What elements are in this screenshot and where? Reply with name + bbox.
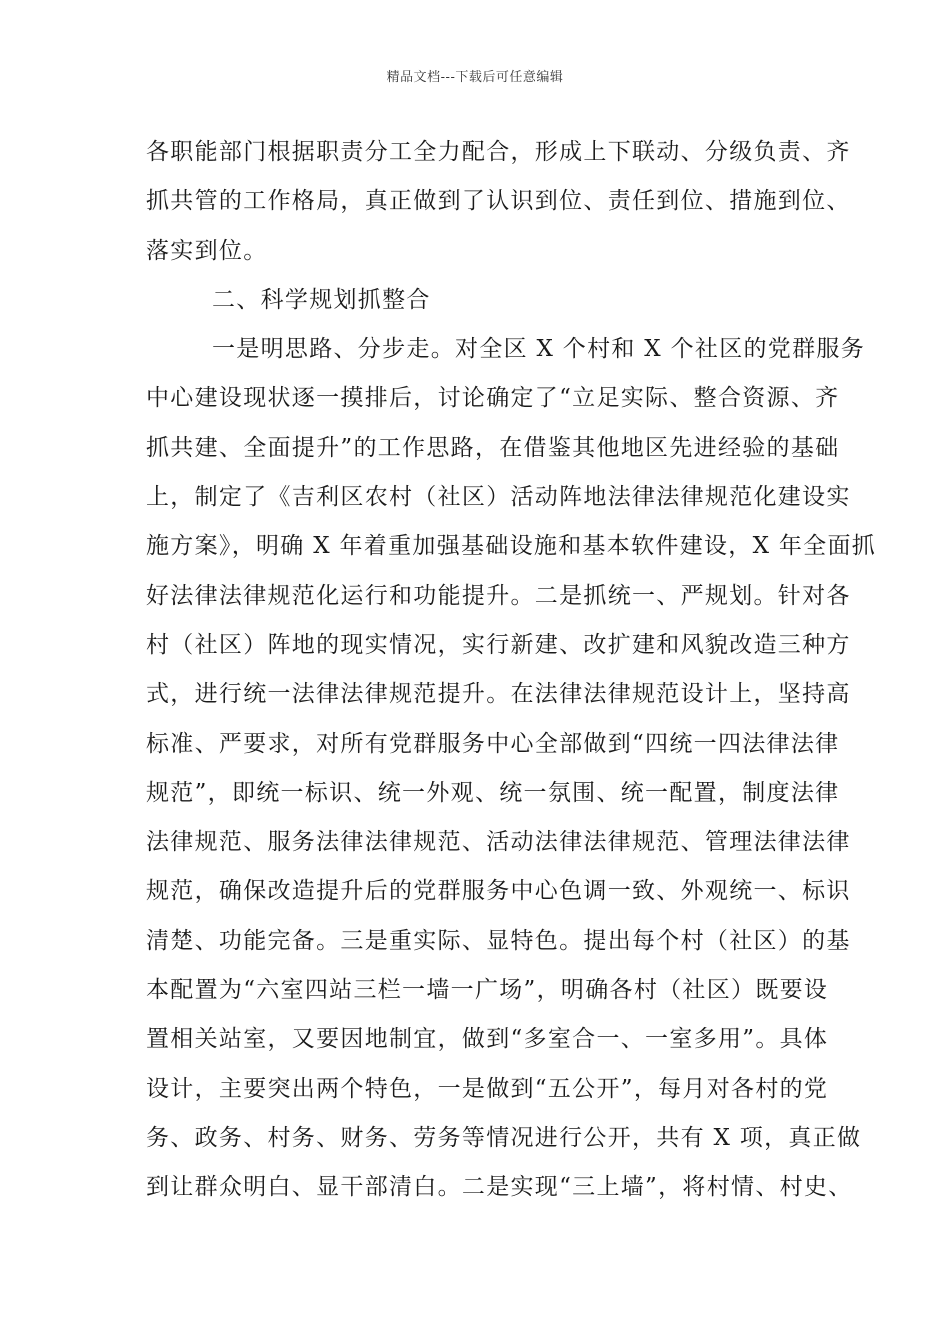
- body-line: 设计，主要突出两个特色，一是做到“五公开”，每月对各村的党: [146, 1075, 829, 1102]
- body-line: 置相关站室，又要因地制宜，做到“多室合一、一室多用”。具体: [146, 1026, 829, 1053]
- body-line: 抓共管的工作格局，真正做到了认识到位、责任到位、措施到位、: [146, 188, 851, 215]
- body-line: 规范，确保改造提升后的党群服务中心色调一致、外观统一、标识: [146, 878, 851, 905]
- page-header: 精品文档---下载后可任意编辑: [386, 70, 564, 85]
- body-line: 各职能部门根据职责分工全力配合，形成上下联动、分级负责、齐: [146, 139, 851, 165]
- body-line: 本配置为“六室四站三栏一墙一广场”，明确各村（社区）既要设: [146, 977, 829, 1004]
- body-line: 好法律法律规范化运行和功能提升。二是抓统一、严规划。针对各: [146, 582, 851, 609]
- document-body: [146, 128, 877, 1213]
- body-line: 落实到位。: [146, 237, 268, 264]
- section-heading: 二、科学规划抓整合: [212, 286, 431, 313]
- body-line: 上，制定了《吉利区农村（社区）活动阵地法律法律规范化建设实: [146, 484, 851, 511]
- body-line: 法律规范、服务法律法律规范、活动法律法律规范、管理法律法律: [146, 829, 851, 856]
- body-line: 清楚、功能完备。三是重实际、显特色。提出每个村（社区）的基: [146, 927, 851, 954]
- paragraph-start-line: 一是明思路、分步走。对全区 X 个村和 X 个社区的党群服务: [212, 336, 865, 363]
- body-line: 施方案》，明确 X 年着重加强基础设施和基本软件建设，X 年全面抓: [146, 533, 877, 560]
- body-line: 务、政务、村务、财务、劳务等情况进行公开，共有 X 项，真正做: [146, 1124, 862, 1151]
- body-line: 标准、严要求，对所有党群服务中心全部做到“四统一四法律法律: [146, 730, 840, 757]
- body-line: 抓共建、全面提升”的工作思路，在借鉴其他地区先进经验的基础: [146, 434, 840, 461]
- body-line: 村（社区）阵地的现实情况，实行新建、改扩建和风貌改造三种方: [146, 631, 851, 658]
- body-line: 规范”，即统一标识、统一外观、统一氛围、统一配置，制度法律: [146, 779, 840, 806]
- body-line: 中心建设现状逐一摸排后，讨论确定了“立足实际、整合资源、齐: [146, 385, 840, 412]
- body-line: 到让群众明白、显干部清白。二是实现“三上墙”，将村情、村史、: [146, 1174, 853, 1201]
- body-line: 式，进行统一法律法律规范提升。在法律法律规范设计上，坚持高: [146, 681, 851, 708]
